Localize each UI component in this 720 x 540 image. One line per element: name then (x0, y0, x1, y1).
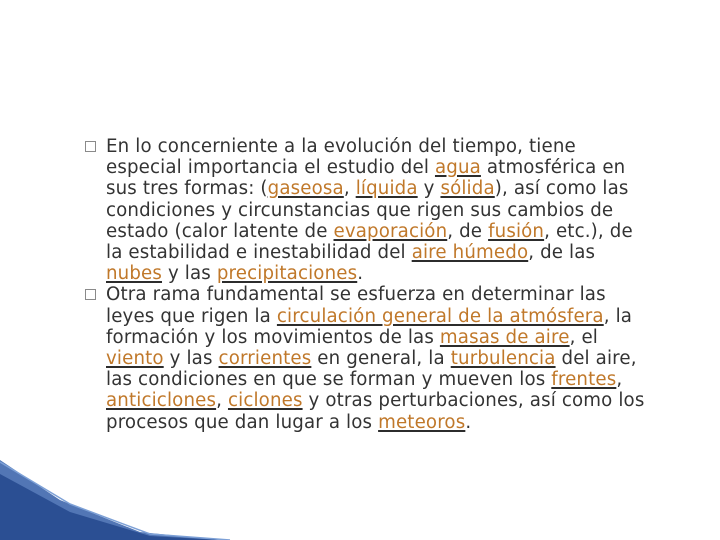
hyperlink[interactable]: gaseosa (267, 178, 344, 200)
hyperlink[interactable]: turbulencia (450, 348, 556, 370)
hyperlink[interactable]: frentes (551, 369, 617, 391)
text-run: ), así como las condiciones y circunstancias que rigen sus cambios de estado (calor latente de (106, 178, 629, 242)
hyperlink[interactable]: sólida (440, 178, 495, 200)
hyperlink[interactable]: masas de aire (439, 326, 570, 348)
hyperlink[interactable]: circulación general de la atmósfera (276, 305, 604, 327)
hyperlink[interactable]: líquida (355, 178, 418, 200)
text-run: Otra rama fundamental se esfuerza en determinar las leyes que rigen la (106, 284, 606, 327)
text-run: , de las (528, 242, 596, 264)
text-run: , la formación y los movimientos de las (106, 305, 633, 348)
hyperlink[interactable]: anticiclones (106, 390, 217, 412)
hyperlink[interactable]: viento (106, 348, 164, 370)
hyperlink[interactable]: aire húmedo (411, 242, 529, 264)
text-run: , etc.), de la estabilidad e inestabilidad del (106, 220, 633, 264)
text-run: . (465, 411, 472, 433)
text-run: y (417, 178, 441, 200)
paragraph-text (106, 284, 644, 432)
text-run: , (343, 178, 356, 200)
text-run: . (357, 263, 364, 285)
hyperlink[interactable]: precipitaciones (216, 263, 358, 285)
hyperlink[interactable]: nubes (106, 263, 163, 285)
text-run: en general, la (311, 348, 451, 370)
text-run: , (216, 390, 228, 412)
empty-square-bullet-icon (85, 289, 96, 300)
text-run: , (616, 369, 623, 391)
text-run: atmosférica en sus tres formas: ( (106, 157, 626, 200)
text-run: y otras perturbaciones, así como los procesos que dan lugar a los (106, 390, 645, 433)
hyperlink[interactable]: meteoros (378, 411, 466, 433)
text-run: del aire, las condiciones en que se forman y mueven los (106, 348, 637, 391)
text-run: y las (162, 263, 217, 285)
hyperlink[interactable]: corrientes (218, 348, 312, 370)
text-run: , de (447, 220, 489, 242)
hyperlink[interactable]: ciclones (227, 390, 303, 412)
text-run: En lo concerniente a la evolución del tiempo, tiene especial importancia el estudio del (106, 136, 576, 179)
hyperlink[interactable]: evaporación (333, 220, 448, 242)
hyperlink[interactable]: fusión (488, 220, 545, 242)
paragraph-water (85, 136, 655, 284)
paragraph-circulation (85, 284, 655, 432)
hyperlink[interactable]: agua (434, 157, 481, 179)
empty-square-bullet-icon (85, 141, 96, 152)
text-run: y las (163, 348, 219, 370)
bullet-list (85, 136, 655, 433)
bottom-left-wave-decoration (0, 460, 720, 540)
text-run: , el (569, 326, 598, 348)
paragraph-text (106, 136, 633, 284)
